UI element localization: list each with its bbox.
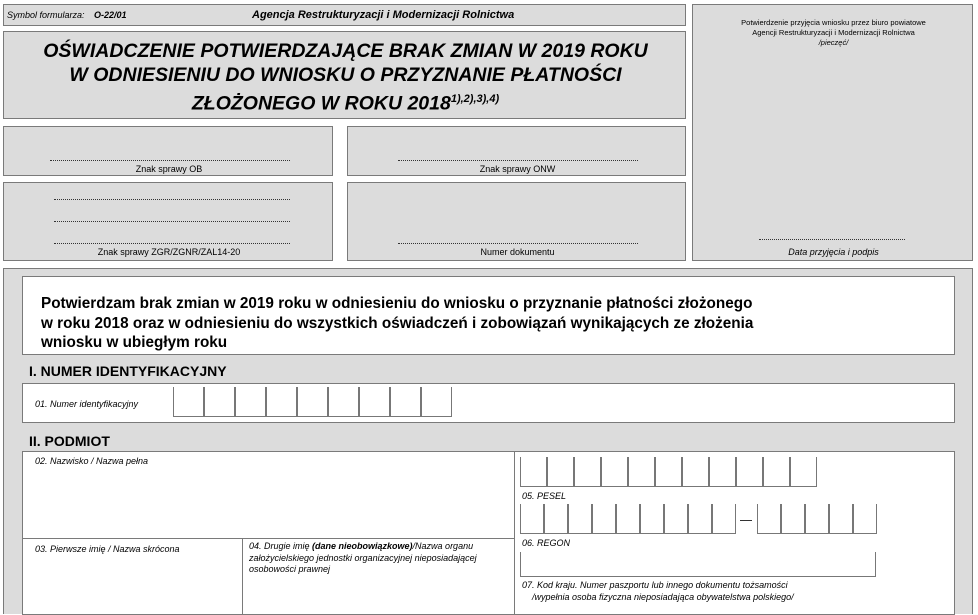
page-title: OŚWIADCZENIE POTWIERDZAJĄCE BRAK ZMIAN W 2019 ROKU W ODNIESIENIU DO WNIOSKU O PRZYZNANIE PŁATNOŚCI ZŁOŻONEGO W ROKU $2018^{1),2),3),4)}$ xyxy=(43,40,648,115)
field-znak-onw[interactable] xyxy=(347,126,686,176)
pesel-digit-11[interactable] xyxy=(790,457,817,487)
pesel-digit-5[interactable] xyxy=(628,457,655,487)
identity-fields-box xyxy=(514,451,955,615)
header-bar xyxy=(3,4,686,26)
regon-digit-9[interactable] xyxy=(712,504,736,534)
id-digit-1[interactable] xyxy=(173,387,204,417)
regon-digit-1[interactable] xyxy=(520,504,544,534)
id-digit-3[interactable] xyxy=(235,387,266,417)
section-1-box xyxy=(22,383,955,423)
section-1-title: I. NUMER IDENTYFIKACYJNY xyxy=(29,363,227,379)
regon-digit-7[interactable] xyxy=(664,504,688,534)
id-digit-9[interactable] xyxy=(421,387,452,417)
field-02-label: 02. Nazwisko / Nazwa pełna xyxy=(35,456,149,466)
title-box xyxy=(3,31,686,119)
field-03-label: 03. Pierwsze imię / Nazwa skrócona xyxy=(35,544,180,554)
field-04-box[interactable] xyxy=(242,538,515,615)
title-footnotes: 1),2),3),4) xyxy=(450,93,500,105)
regon-digit-2[interactable] xyxy=(544,504,568,534)
pesel-digit-3[interactable] xyxy=(574,457,601,487)
pesel-digit-9[interactable] xyxy=(736,457,763,487)
statement-text: Potwierdzam brak zmian w 2019 roku w odniesieniu do wniosku o przyznanie płatności złożonego w roku 2018 oraz w odniesieniu do wszystkich oświadczeń i zobowiązań wynikających ze złożenia wniosku w ubiegłym roku xyxy=(41,295,754,351)
office-confirmation: Potwierdzenie przyjęcia wniosku przez biuro powiatowe Agencji Restrukturyzacji i Modernizacji Rolnictwa /pieczęć/ xyxy=(741,18,926,47)
id-digit-5[interactable] xyxy=(297,387,328,417)
field-07-label: 07. Kod kraju. Numer paszportu lub innego dokumentu tożsamości /wypełnia osoba fizyczna nieposiadająca obywatelstwa polskiego/ xyxy=(522,580,794,602)
numer-dokumentu-label: Numer dokumentu xyxy=(480,247,555,257)
symbol-label: Symbol formularza: xyxy=(7,10,85,20)
znak-onw-label: Znak sprawy ONW xyxy=(479,164,556,174)
znak-ob-label: Znak sprawy OB xyxy=(135,164,203,174)
id-digit-8[interactable] xyxy=(390,387,421,417)
date-signature-label: Data przyjęcia i podpis xyxy=(788,247,879,257)
regon-extension-input[interactable] xyxy=(757,504,877,534)
symbol-value: O-22/01 xyxy=(94,10,127,20)
regon-digit-3[interactable] xyxy=(568,504,592,534)
pesel-digit-1[interactable] xyxy=(520,457,547,487)
main-form xyxy=(3,268,973,614)
field-05-label: 05. PESEL xyxy=(522,491,567,501)
id-digit-7[interactable] xyxy=(359,387,390,417)
pesel-digit-6[interactable] xyxy=(655,457,682,487)
field-06-label: 06. REGON xyxy=(522,538,571,548)
regon-digit-5[interactable] xyxy=(616,504,640,534)
office-stamp-box xyxy=(692,4,973,261)
field-04-label: 04. Drugie imię (dane nieobowiązkowe)/Nazwa organu założycielskiego jednostki organizacyjnej nieposiadającej osobowości prawnej xyxy=(249,541,477,574)
field-znak-ob[interactable] xyxy=(3,126,333,176)
regon-digit-8[interactable] xyxy=(688,504,712,534)
pesel-input[interactable] xyxy=(520,457,817,487)
regon-ext-digit-4[interactable] xyxy=(829,504,853,534)
agency-name: Agencja Restrukturyzacji i Modernizacji Rolnictwa xyxy=(252,9,515,21)
pesel-digit-7[interactable] xyxy=(682,457,709,487)
regon-ext-digit-2[interactable] xyxy=(781,504,805,534)
field-znak-zgr[interactable] xyxy=(3,182,333,261)
passport-input[interactable] xyxy=(520,552,876,577)
id-digit-6[interactable] xyxy=(328,387,359,417)
field-01-label: 01. Numer identyfikacyjny xyxy=(35,399,139,409)
id-digit-2[interactable] xyxy=(204,387,235,417)
pesel-digit-10[interactable] xyxy=(763,457,790,487)
regon-ext-digit-3[interactable] xyxy=(805,504,829,534)
section-2-title: II. PODMIOT xyxy=(29,433,110,449)
id-digit-4[interactable] xyxy=(266,387,297,417)
field-numer-dokumentu[interactable] xyxy=(347,182,686,261)
regon-input[interactable] xyxy=(520,504,736,534)
field-02-box[interactable] xyxy=(22,451,515,539)
znak-zgr-label: Znak sprawy ZGR/ZGNR/ZAL14-20 xyxy=(97,247,241,257)
regon-dash xyxy=(740,520,752,521)
regon-ext-digit-1[interactable] xyxy=(757,504,781,534)
regon-ext-digit-5[interactable] xyxy=(853,504,877,534)
field-03-box[interactable] xyxy=(22,538,243,615)
statement-box xyxy=(22,276,955,355)
id-number-input[interactable] xyxy=(173,387,452,417)
pesel-digit-4[interactable] xyxy=(601,457,628,487)
regon-digit-6[interactable] xyxy=(640,504,664,534)
regon-digit-4[interactable] xyxy=(592,504,616,534)
pesel-digit-2[interactable] xyxy=(547,457,574,487)
pesel-digit-8[interactable] xyxy=(709,457,736,487)
